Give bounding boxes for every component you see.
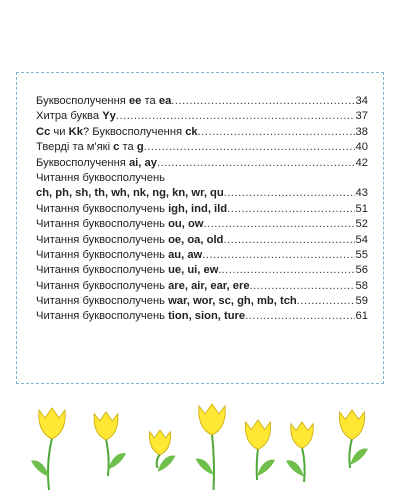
toc-entry-bold: g [136, 141, 144, 154]
toc-entry-title [36, 295, 297, 307]
tulip-icon [94, 412, 126, 476]
toc-entry-bold: oe, oa, old [168, 233, 224, 246]
toc-entry [36, 203, 368, 218]
toc-entry-title [36, 264, 222, 276]
toc-entry-title [36, 126, 198, 138]
tulip-icon [196, 404, 226, 490]
toc-entry-title [36, 280, 250, 292]
toc-entry-bold: ck [185, 125, 198, 138]
toc-entry-title [36, 310, 245, 322]
toc-entry-bold: ee [128, 95, 142, 107]
toc-entry [36, 234, 368, 249]
toc-entry [36, 310, 368, 325]
toc-entry-text: Буквосполучення [36, 156, 129, 169]
toc-entry-title [36, 203, 227, 215]
toc-entry-text: Читання буквосполучень [36, 248, 169, 261]
toc-entry [36, 218, 368, 233]
toc-entry-text: Читання буквосполучень [36, 233, 169, 246]
leader-dots [223, 234, 354, 246]
leader-dots [224, 187, 355, 199]
toc-entry-bold: au, aw [168, 248, 203, 261]
toc-entry [36, 141, 368, 156]
toc-entry-title [36, 95, 171, 107]
toc-entry-title [36, 187, 224, 199]
toc-entry-bold: war, wor, sc, gh, mb, tch [168, 295, 297, 308]
toc-page-number: 54 [355, 233, 368, 246]
toc-entry [36, 264, 368, 279]
leader-dots [250, 280, 355, 292]
leader-dots [202, 249, 354, 261]
toc-entry-text: Буквосполучення [36, 95, 129, 107]
toc-page-number: 42 [355, 156, 368, 169]
leader-dots [203, 218, 354, 230]
toc-entry [36, 295, 368, 310]
toc-entry-bold: ue, ui, ew [168, 264, 219, 277]
leader-dots [297, 295, 355, 307]
tulip-icon [245, 420, 275, 480]
toc-entry-text: Тверді та м'які [36, 141, 114, 154]
toc-entry-text: Читання буквосполучень [36, 295, 169, 308]
toc-entry-text: та [119, 141, 137, 154]
toc-entry [36, 187, 368, 202]
toc-entry-text: Читання буквосполучень [36, 218, 169, 231]
toc-entry-text: Читання буквосполучень [36, 264, 169, 277]
toc-entry [36, 95, 368, 110]
toc-entry-bold: tion, sion, ture [168, 310, 246, 323]
toc-entry-title [36, 141, 144, 153]
toc-entry-title [36, 172, 165, 184]
toc-entry [36, 110, 368, 125]
toc-entry-bold: ch, ph, sh, th, wh, nk, ng, kn, wr, qu [36, 187, 224, 200]
tulip-icon [149, 430, 175, 472]
leader-dots [198, 126, 355, 138]
toc-entry [36, 280, 368, 295]
toc-entry-text: та [141, 95, 159, 107]
toc-entry-text: Читання буквосполучень [36, 310, 169, 323]
leader-dots [227, 203, 354, 215]
toc-entry-text: . [218, 264, 222, 277]
toc-page-number: 59 [355, 295, 368, 308]
toc-entry-title [36, 234, 223, 246]
toc-entry-text: Читання буквосполучень [36, 202, 169, 215]
toc-page-number: 34 [355, 95, 368, 107]
toc-entry-title [36, 157, 157, 169]
tulip-icon [286, 422, 313, 482]
tulip-decoration [0, 390, 419, 500]
toc-page-number: 58 [355, 279, 368, 292]
leader-dots [245, 310, 354, 322]
table-of-contents [16, 72, 384, 384]
toc-entry-text: Хитра буква [36, 110, 103, 123]
tulip-icon [339, 410, 368, 468]
toc-entry-bold: Yy [102, 110, 116, 123]
toc-entry-title [36, 218, 203, 230]
toc-entry-title [36, 249, 202, 261]
toc-page-number: 52 [355, 218, 368, 231]
toc-entry-bold: c [113, 141, 120, 154]
toc-entry [36, 172, 368, 187]
toc-page-number: 55 [355, 248, 368, 261]
toc-entry-bold: are, air, ear, ere [168, 279, 250, 292]
toc-entry [36, 126, 368, 141]
leader-dots [144, 141, 355, 153]
toc-entry-bold: igh, ind, ild [168, 202, 228, 215]
toc-entry-bold: ou, ow [168, 218, 204, 231]
toc-entry-bold: ea [158, 95, 172, 107]
toc-page-number: 51 [355, 202, 368, 215]
toc-page-number: 40 [355, 141, 368, 154]
toc-entry-bold: Kk [68, 125, 83, 138]
leader-dots [116, 110, 355, 122]
toc-entry-bold: ai, ay [128, 156, 157, 169]
toc-page-number: 61 [355, 310, 368, 323]
leader-dots [157, 157, 355, 169]
tulip-icon [31, 408, 65, 490]
toc-page-number: 37 [355, 110, 368, 123]
toc-entry-text: ? Буквосполучення [82, 125, 186, 138]
toc-page-number: 56 [355, 264, 368, 277]
leader-dots [222, 264, 355, 276]
toc-entry-title [36, 110, 116, 122]
toc-entry [36, 157, 368, 172]
toc-entry-text: Читання буквосполучень [36, 171, 165, 184]
toc-entry-text: чи [50, 125, 69, 138]
leader-dots [171, 95, 354, 107]
toc-entry [36, 249, 368, 264]
toc-list [36, 95, 368, 326]
toc-page-number: 38 [355, 125, 368, 138]
toc-page-number: 43 [355, 187, 368, 200]
toc-entry-bold: Cc [36, 125, 51, 138]
toc-entry-text: Читання буквосполучень [36, 279, 169, 292]
